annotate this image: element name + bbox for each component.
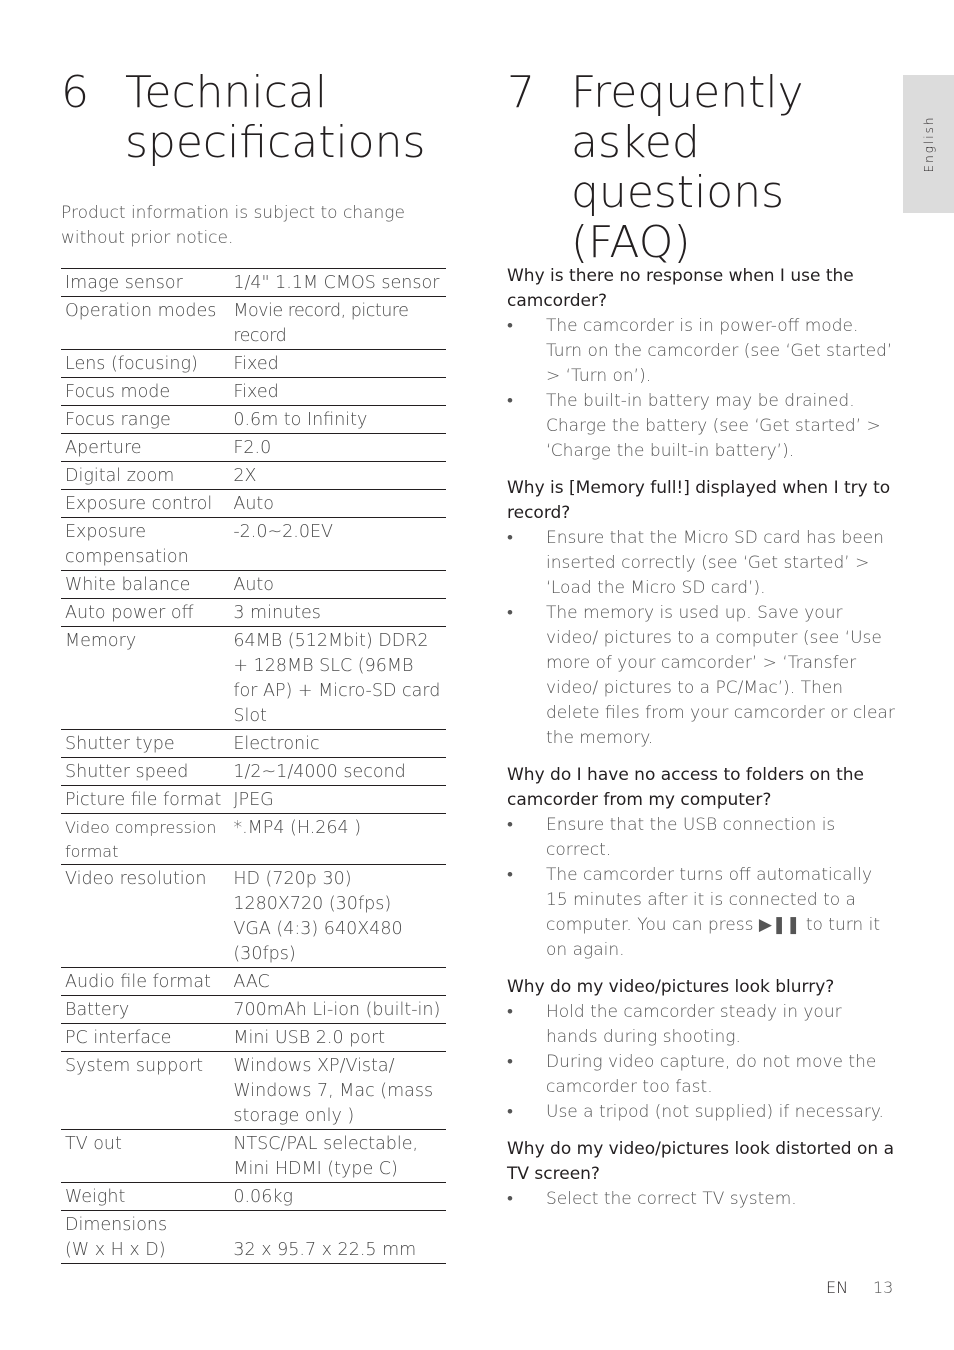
spec-intro-note: Product information is subject to change without prior notice. (61, 203, 405, 248)
chapter-6-heading (61, 68, 461, 168)
table-row (61, 406, 446, 434)
list-item (507, 863, 897, 963)
table-row (61, 1024, 446, 1052)
list-item (507, 1187, 897, 1212)
spec-value (225, 865, 446, 968)
spec-value: F2.0 (225, 434, 446, 462)
list-item (507, 314, 897, 389)
bullet: • (507, 391, 513, 411)
spec-key: Shutter speed (61, 758, 225, 786)
table-row (61, 571, 446, 599)
table-row (61, 350, 446, 378)
spec-value: 3 minutes (225, 599, 446, 627)
faq-question: Why is [Memory full!] displayed when I try to record? (507, 478, 891, 523)
faq-answer-list (507, 1187, 897, 1212)
table-row (61, 1130, 446, 1183)
bullet: • (507, 1189, 513, 1209)
spec-key: White balance (61, 571, 225, 599)
spec-key: Digital zoom (61, 462, 225, 490)
spec-value: Auto (225, 490, 446, 518)
spec-key: Picture file format (61, 786, 225, 814)
table-row (61, 814, 446, 865)
spec-value: Fixed (225, 350, 446, 378)
spec-value: AAC (225, 968, 446, 996)
table-row (61, 269, 446, 297)
spec-key: Operation modes (61, 297, 225, 350)
spec-key: Image sensor (61, 269, 225, 297)
list-item (507, 1000, 897, 1050)
table-row (61, 518, 446, 571)
spec-key: Battery (61, 996, 225, 1024)
spec-key: Shutter type (61, 730, 225, 758)
bullet: • (507, 1002, 513, 1022)
table-row (61, 1211, 446, 1264)
spec-value: 64MB (512Mbit) DDR2 + 128MB SLC (96MB for AP) + Micro-SD card Slot (225, 627, 446, 730)
spec-key: Memory (61, 627, 225, 730)
spec-key: TV out (61, 1130, 225, 1183)
spec-value: Electronic (225, 730, 446, 758)
spec-key: Aperture (61, 434, 225, 462)
spec-value: *.MP4 (H.264 ) (225, 814, 446, 865)
spec-value: 0.06kg (225, 1183, 446, 1211)
spec-key: Exposure compensation (61, 518, 225, 571)
table-row (61, 297, 446, 350)
bullet: • (507, 528, 513, 548)
spec-table (61, 268, 446, 1264)
language-tab-label: English (921, 115, 936, 173)
faq-answer: Ensure that the Micro SD card has been inserted correctly (see ‘Get started’ > ‘Load the Micro SD card’). (546, 528, 884, 598)
language-tab (903, 75, 954, 213)
spec-key: Audio file format (61, 968, 225, 996)
spec-key (61, 1211, 225, 1264)
bullet: • (507, 865, 513, 885)
faq-answer-list (507, 314, 897, 464)
spec-value: 0.6m to Infinity (225, 406, 446, 434)
spec-key: Focus mode (61, 378, 225, 406)
table-row (61, 865, 446, 968)
spec-value: 32 x 95.7 x 22.5 mm (225, 1211, 446, 1264)
spec-key: Video resolution (61, 865, 225, 968)
bullet: • (507, 603, 513, 623)
faq-answer: The memory is used up. Save your video/ pictures to a computer (see ‘Use more of your camcorder’ > ‘Transfer video/ pictures to a PC/Mac’). Then delete files from your camcorder or clear the memory. (546, 603, 895, 748)
faq-answer: Ensure that the USB connection is correct. (546, 815, 836, 860)
list-item (507, 526, 897, 601)
page-number: 13 (873, 1278, 894, 1297)
chapter-number: 6 (61, 67, 89, 118)
faq-answer: The camcorder is in power-off mode. Turn on the camcorder (see ‘Get started’ > ‘Turn on’). (546, 316, 893, 386)
spec-key: System support (61, 1052, 225, 1130)
bullet: • (507, 1052, 513, 1072)
faq-section (507, 264, 897, 1224)
table-row (61, 730, 446, 758)
faq-answer-list (507, 1000, 897, 1125)
spec-key-line: Dimensions (65, 1215, 168, 1235)
table-row (61, 1052, 446, 1130)
spec-value: Auto (225, 571, 446, 599)
faq-question: Why do I have no access to folders on the camcorder from my computer? (507, 765, 864, 810)
faq-answer: The built-in battery may be drained. Charge the battery (see ‘Get started’ > ‘Charge the built-in battery’). (546, 391, 881, 461)
list-item (507, 389, 897, 464)
bullet: • (507, 316, 513, 336)
list-item (507, 601, 897, 751)
spec-value: Movie record, picture record (225, 297, 446, 350)
spec-value: 700mAh Li-ion (built-in) (225, 996, 446, 1024)
spec-value: 1/2~1/4000 second (225, 758, 446, 786)
list-item (507, 813, 897, 863)
spec-value: -2.0~2.0EV (225, 518, 446, 571)
spec-value: Windows XP/Vista/ Windows 7, Mac (mass storage only ) (225, 1052, 446, 1130)
table-row (61, 968, 446, 996)
faq-answer: Select the correct TV system. (546, 1189, 797, 1209)
chapter-7-heading (507, 68, 897, 268)
faq-question: Why is there no response when I use the camcorder? (507, 266, 854, 311)
faq-question: Why do my video/pictures look distorted on a TV screen? (507, 1139, 894, 1184)
bullet: • (507, 815, 513, 835)
chapter-title: Frequently asked questions (FAQ) (571, 67, 804, 268)
table-row (61, 996, 446, 1024)
faq-question: Why do my video/pictures look blurry? (507, 977, 835, 997)
spec-value: Mini USB 2.0 port (225, 1024, 446, 1052)
spec-key: Lens (focusing) (61, 350, 225, 378)
spec-key: Auto power off (61, 599, 225, 627)
faq-answer: Hold the camcorder steady in your hands during shooting. (546, 1002, 842, 1047)
spec-value-line: HD (720p 30) 1280X720 (30fps) (233, 869, 392, 914)
chapter-number: 7 (507, 67, 535, 118)
table-row (61, 1183, 446, 1211)
table-row (61, 378, 446, 406)
spec-value: 1/4" 1.1M CMOS sensor (225, 269, 446, 297)
faq-answer: During video capture, do not move the camcorder too fast. (546, 1052, 877, 1097)
table-row (61, 599, 446, 627)
faq-answer: Use a tripod (not supplied) if necessary. (546, 1102, 884, 1122)
spec-key: Focus range (61, 406, 225, 434)
table-row (61, 786, 446, 814)
faq-answer: The camcorder turns off automatically 15 minutes after it is connected to a computer. You can press ▶❚❚ to turn it on again. (546, 865, 880, 960)
spec-value-line: VGA (4:3) 640X480 (30fps) (233, 919, 403, 964)
table-row (61, 490, 446, 518)
spec-value: Fixed (225, 378, 446, 406)
bullet: • (507, 1102, 513, 1122)
spec-key-line: (W x H x D) (65, 1240, 166, 1260)
list-item (507, 1100, 897, 1125)
spec-value: 2X (225, 462, 446, 490)
faq-answer-list (507, 526, 897, 751)
table-row (61, 434, 446, 462)
faq-answer-list (507, 813, 897, 963)
spec-key: Weight (61, 1183, 225, 1211)
spec-value: NTSC/PAL selectable, Mini HDMI (type C) (225, 1130, 446, 1183)
table-row (61, 627, 446, 730)
spec-key: PC interface (61, 1024, 225, 1052)
footer-language: EN (826, 1278, 849, 1297)
chapter-title: Technical specifications (125, 67, 426, 168)
spec-key: Video compression format (61, 814, 225, 865)
table-row (61, 462, 446, 490)
table-row (61, 758, 446, 786)
list-item (507, 1050, 897, 1100)
spec-key: Exposure control (61, 490, 225, 518)
spec-value: JPEG (225, 786, 446, 814)
